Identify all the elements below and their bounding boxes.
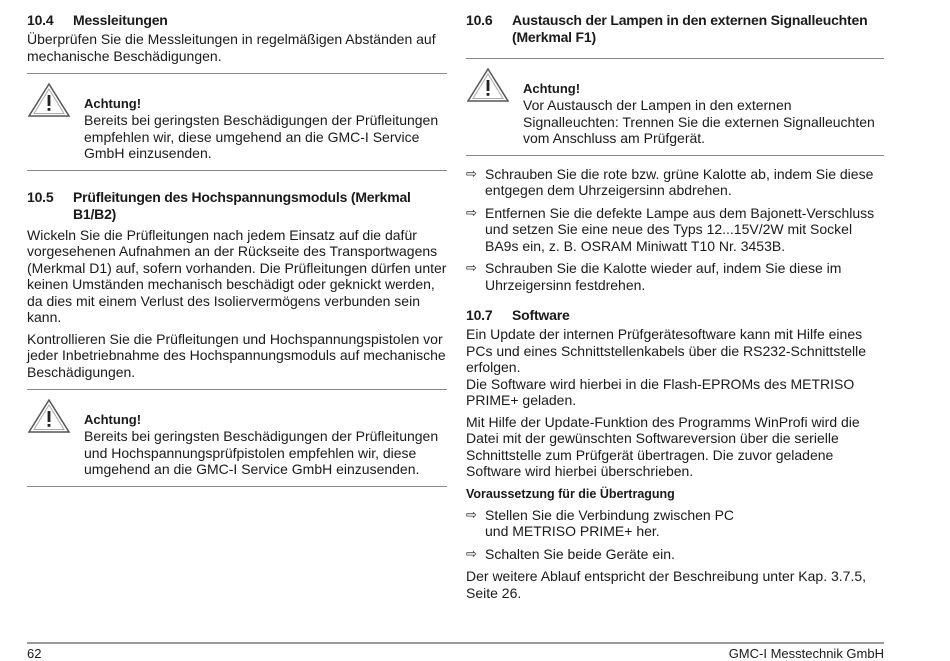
- warning-box-3: [466, 59, 884, 155]
- section-title: Austausch der Lampen in den externen Signalleuchten (Merkmal F1): [512, 12, 868, 45]
- subheading: Voraussetzung für die Übertragung: [466, 486, 675, 501]
- list-item: [466, 166, 884, 199]
- section-number: 10.6: [466, 12, 493, 28]
- transfer-steps-list: [466, 507, 884, 563]
- warning-label: Achtung!: [84, 96, 142, 111]
- arrow-right-outline-icon: ⇨: [466, 545, 477, 561]
- list-item-text: Schalten Sie beide Geräte ein.: [485, 545, 675, 562]
- arrow-right-outline-icon: ⇨: [466, 260, 477, 275]
- section-10-7-paragraph-2: Die Software wird hierbei in die Flash-EPROMs des METRISO PRIME+ geladen.: [466, 375, 855, 408]
- section-number: 10.4: [27, 12, 54, 28]
- section-10-4-heading: [27, 12, 447, 29]
- footer-divider: [27, 642, 884, 644]
- section-10-5-paragraph-2: Kontrollieren Sie die Prüfleitungen und Hochspannungspistolen vor jeder Inbetriebnahme des Hochspannungsmoduls auf mechanische Beschädigungen.: [27, 330, 446, 380]
- divider: [27, 170, 447, 171]
- section-10-5-heading: [27, 189, 447, 223]
- section-10-7-paragraph-1: Ein Update der internen Prüfgerätesoftware kann mit Hilfe eines PCs und eines Schnittstellenkabels über die RS232-Schnittstelle erfolgen.: [466, 326, 867, 375]
- list-item: [466, 546, 884, 563]
- section-10-6-heading: [466, 12, 884, 46]
- section-number: 10.7: [466, 307, 493, 323]
- section-title: Messleitungen: [73, 12, 168, 28]
- left-column: [27, 10, 447, 487]
- arrow-right-outline-icon: ⇨: [466, 204, 477, 220]
- section-10-7-paragraph-3: Mit Hilfe der Update-Funktion des Programms WinProfi wird die Datei mit der gewünschten Softwareversion über die serielle Schnittstelle zum Prüfgerät übertragen. Die zuvor geladene Software wird hierbei überschrieben.: [466, 413, 860, 479]
- list-item-text: Schrauben Sie die Kalotte wieder auf, indem Sie diese im Uhrzeigersinn festdrehen.: [485, 260, 842, 293]
- warning-triangle-icon: [466, 67, 510, 103]
- divider: [466, 155, 884, 156]
- list-item-text: Entfernen Sie die defekte Lampe aus dem Bajonett-Verschluss und setzen Sie eine neue des Typs 12...15V/2W mit Sockel BA9s ein, z. B. OSRAM Miniwatt T10 Nr. 3453B.: [485, 204, 875, 254]
- list-item: [466, 260, 884, 293]
- section-10-4-body: Überprüfen Sie die Messleitungen in regelmäßigen Abständen auf mechanische Beschädigungen.: [27, 31, 436, 64]
- warning-triangle-icon: [27, 82, 71, 118]
- arrow-right-outline-icon: ⇨: [466, 165, 477, 181]
- warning-box-2: [27, 390, 447, 486]
- arrow-right-outline-icon: ⇨: [466, 506, 477, 522]
- section-10-7-heading: [466, 307, 884, 324]
- warning-label: Achtung!: [84, 412, 142, 427]
- warning-box-1: [27, 74, 447, 170]
- warning-text: Vor Austausch der Lampen in den externen Signalleuchten: Trennen Sie die externen Signalleuchten vom Anschluss am Prüfgerät.: [523, 97, 875, 146]
- right-column: [466, 10, 884, 601]
- warning-text: Bereits bei geringsten Beschädigungen der Prüfleitungen empfehlen wir, diese umgehend an die GMC-I Service GmbH einzusenden.: [84, 112, 439, 161]
- company-name: GMC-I Messtechnik GmbH: [728, 646, 884, 661]
- warning-text: Bereits bei geringsten Beschädigungen der Prüfleitungen und Hochspannungsprüfpistolen empfehlen wir, diese umgehend an die GMC-I Service GmbH einzusenden.: [84, 428, 439, 477]
- section-title: Software: [512, 307, 570, 323]
- list-item-text: Stellen Sie die Verbindung zwischen PC und METRISO PRIME+ her.: [485, 506, 735, 539]
- warning-triangle-icon: [27, 398, 71, 434]
- section-10-5-paragraph-1: Wickeln Sie die Prüfleitungen nach jedem Einsatz auf die dafür vorgesehenen Aufnahmen an der Rückseite des Transportwagens (Merkmal D1) auf, sofern vorhanden. Die Prüfleitungen dürfen unter keinen Umständen mechanisch beschädigt oder geknickt werden, da dies mit einem Verlust des Isoliervermögens verbunden sein kann.: [27, 226, 447, 325]
- warning-label: Achtung!: [523, 81, 581, 96]
- page-number: 62: [27, 646, 42, 661]
- section-10-7-paragraph-4: Der weitere Ablauf entspricht der Beschreibung unter Kap. 3.7.5, Seite 26.: [466, 568, 867, 601]
- divider: [27, 486, 447, 487]
- section-number: 10.5: [27, 188, 54, 205]
- list-item: [466, 507, 884, 540]
- list-item: [466, 205, 884, 255]
- section-title: Prüfleitungen des Hochspannungsmoduls (Merkmal B1/B2): [73, 188, 411, 222]
- list-item-text: Schrauben Sie die rote bzw. grüne Kalotte ab, indem Sie diese entgegen dem Uhrzeigersinn abdrehen.: [485, 165, 874, 198]
- lamp-steps-list: [466, 166, 884, 294]
